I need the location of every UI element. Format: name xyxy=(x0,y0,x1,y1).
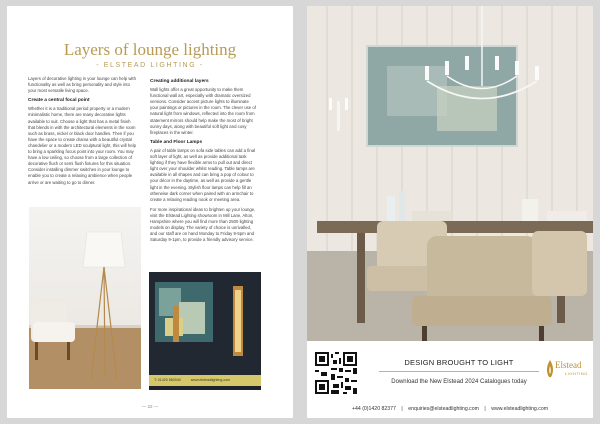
left-magazine-page xyxy=(7,6,293,418)
contact-separator-1: | xyxy=(401,406,403,412)
page-number: — 22 — xyxy=(141,404,159,409)
dining-room-illustration xyxy=(307,6,593,341)
logo-tagline: LIGHTING xyxy=(565,371,588,376)
showroom-contact-caption xyxy=(149,375,261,386)
contact-email[interactable]: enquiries@elsteadlighting.com xyxy=(408,406,479,412)
contact-phone: +44 (0)1420 82377 xyxy=(351,406,396,412)
article-title: Layers of lounge lighting xyxy=(63,40,237,59)
article-column-1 xyxy=(28,76,136,190)
right-magazine-page xyxy=(307,6,593,418)
caption-phone: T: 01420 560040 xyxy=(154,378,181,382)
floor-lamp-photo xyxy=(29,207,141,389)
section-body-lamps: A pair of table lamps on sofa side tables can add a final soft layer of light, as well as provide additional task lighting if they have flexible arms to pull out and direct light over your shoulder whilst reading. Table lamps are available in all shapes and can bring a pop of colour to your décor in the daytime, as well as provide a gentle light in the evening. Stylish floor lamps can help fill an otherwise dark corner when paired with an armchair to create a relaxing reading nook or meeting area. xyxy=(150,147,256,202)
section-body-layers: Wall lights offer a great opportunity to make them functional wall art, especially with dramatic oversized versions. Consider accent picture lights to illuminate your paintings or pictures in the room. The clever use of natural light from windows, reflected into the room from statement mirrors should help make the most of bright sunny days, along with beautiful soft light and cosy fireplaces in the winter. xyxy=(150,87,256,135)
section-heading-focal-point: Create a central focal point xyxy=(28,98,90,104)
contact-separator-2: | xyxy=(484,406,486,412)
qr-code[interactable] xyxy=(315,352,357,394)
article-subtitle: - ELSTEAD LIGHTING - xyxy=(96,62,204,69)
flame-icon xyxy=(545,359,555,383)
section-heading-lamps: Table and Floor Lamps xyxy=(150,139,203,145)
wall-art-illustration xyxy=(149,272,261,376)
floor-lamp-illustration xyxy=(29,207,141,389)
elstead-logo xyxy=(545,357,589,385)
qr-code-icon xyxy=(315,352,357,394)
caption-website[interactable]: www.elsteadlighting.com xyxy=(190,378,231,382)
logo-name: Elstead xyxy=(555,360,582,370)
advert-heading: DESIGN BROUGHT TO LIGHT xyxy=(404,358,514,367)
dining-room-photo xyxy=(307,6,593,341)
section-heading-layers: Creating additional layers xyxy=(150,79,209,84)
article-intro: Layers of decorative lighting in your lounge can help with functionality as well as bring personality and style into your most versatile living space. xyxy=(28,76,136,94)
catalogue-download-text[interactable]: Download the New Elstead 2024 Catalogues today xyxy=(391,379,527,385)
section-body-focal-point: Whether it is a traditional period property or a modern minimalistic home, there are many decorative lights available to suit. Choose a light that has a metal finish that blends in with the architectural elements in the room such as brass, nickel or black door handles. Then if you have the space to create drama with a beautiful crystal chandelier or a modern LED sculptural light, this will help to bring a sparkling focus point into your room. You may have a low ceiling, so choose from a large collection of decorative flush or semi flush fixtures for this situation. Consider installing dimmer switches in your lounge to enable you to create a relaxing ambience when people arrive or are waiting to go to dinner. xyxy=(28,106,136,185)
contact-line xyxy=(307,406,593,412)
article-column-2 xyxy=(150,76,258,247)
contact-website[interactable]: www.elsteadlighting.com xyxy=(491,406,549,412)
article-closing: For more inspirational ideas to brighten up your lounge, visit the Elstead Lighting showroom in Mill Lane, Alton, Hampshire where you will find more than 2500 lighting models on display. The variety of choice is unrivalled, and our staff are on hand Monday to Friday 9-5pm and Saturday 9-1pm, to provide a friendly advisory service. xyxy=(150,206,256,243)
wall-light-artwork-photo xyxy=(149,272,261,390)
advert-divider xyxy=(379,371,539,372)
